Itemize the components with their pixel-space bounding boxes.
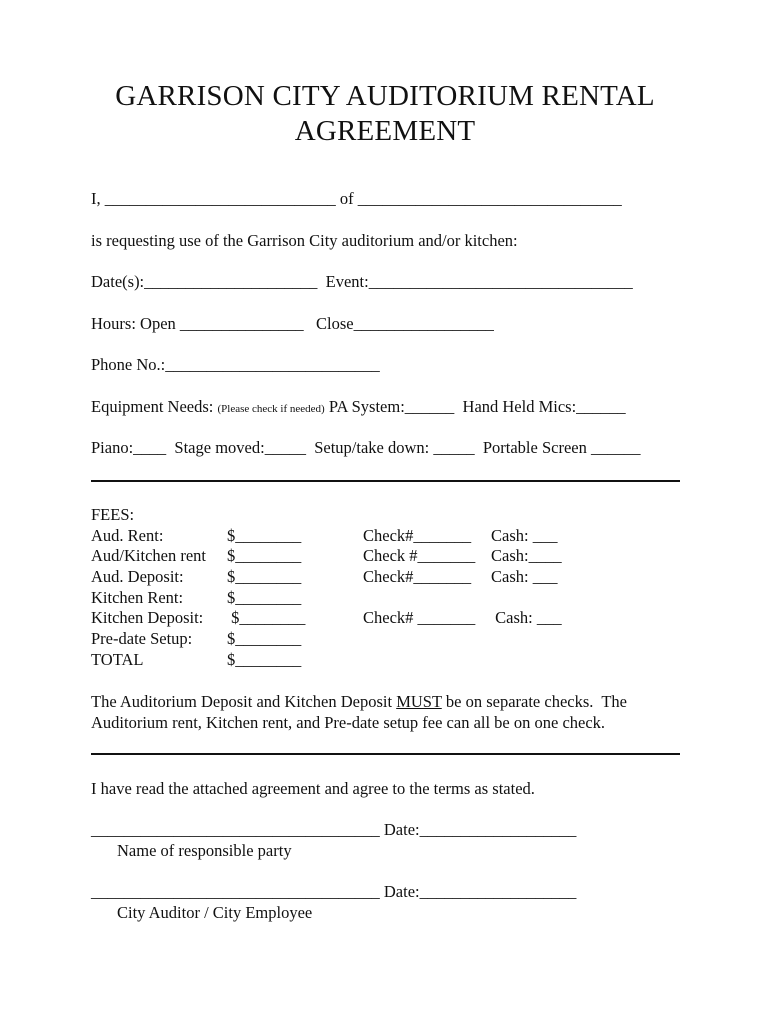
fee-cash[interactable]: Cash: ___	[491, 526, 558, 545]
fee-row[interactable]	[91, 567, 651, 587]
fee-cash[interactable]: Cash: ___	[491, 567, 558, 586]
divider	[91, 753, 680, 755]
phone-line[interactable]: Phone No.:__________________________	[91, 355, 380, 374]
renter-name-line[interactable]: I, ____________________________ of ________________________________	[91, 189, 622, 208]
deposit-notice-line-1	[91, 692, 627, 712]
notice-text: The Auditorium Deposit and Kitchen Deposit	[91, 692, 397, 711]
page-title-line-1: GARRISON CITY AUDITORIUM RENTAL	[115, 80, 655, 112]
fee-check[interactable]: Check#_______	[363, 567, 472, 586]
city-employee-signature-line[interactable]: ___________________________________ Date:___________________	[91, 882, 577, 901]
fee-row[interactable]	[91, 608, 651, 628]
notice-text: be on separate checks. The	[441, 692, 627, 711]
fee-label: Pre-date Setup:	[91, 629, 193, 648]
deposit-notice-line-2: Auditorium rent, Kitchen rent, and Pre-date setup fee can all be on one check.	[91, 713, 606, 732]
hours-line[interactable]: Hours: Open _______________ Close_________________	[91, 314, 494, 333]
responsible-party-signature-line[interactable]: ___________________________________ Date:___________________	[91, 820, 577, 839]
fee-amount[interactable]: $________	[227, 567, 302, 586]
fee-label: Kitchen Rent:	[91, 588, 184, 607]
fee-row[interactable]	[91, 588, 651, 608]
fee-check[interactable]: Check #_______	[363, 546, 476, 565]
equipment-label: Equipment Needs:	[91, 397, 218, 416]
fee-check[interactable]: Check# _______	[363, 608, 476, 627]
fee-label: Aud. Deposit:	[91, 567, 184, 586]
fee-amount[interactable]: $________	[227, 546, 302, 565]
fee-row[interactable]	[91, 546, 651, 566]
fee-label: Aud. Rent:	[91, 526, 164, 545]
equipment-needs-line[interactable]	[91, 397, 626, 419]
fee-row[interactable]	[91, 650, 651, 670]
fee-amount[interactable]: $________	[227, 629, 302, 648]
page-title-line-2: AGREEMENT	[294, 115, 476, 147]
fee-check[interactable]: Check#_______	[363, 526, 472, 545]
fee-cash[interactable]: Cash: ___	[491, 608, 562, 627]
equipment-note: (Please check if needed)	[217, 403, 325, 415]
must-emphasis: MUST	[396, 692, 442, 711]
responsible-party-caption: Name of responsible party	[117, 841, 292, 860]
fees-heading: FEES:	[91, 505, 135, 524]
fee-label: TOTAL	[91, 650, 144, 669]
fee-row[interactable]	[91, 526, 651, 546]
fee-row[interactable]	[91, 629, 651, 649]
fee-cash[interactable]: Cash:____	[491, 546, 562, 565]
fee-amount[interactable]: $________	[227, 650, 302, 669]
fee-label: Kitchen Deposit:	[91, 608, 204, 627]
fee-label: Aud/Kitchen rent	[91, 546, 207, 565]
piano-stage-line[interactable]: Piano:____ Stage moved:_____ Setup/take down: _____ Portable Screen ______	[91, 438, 641, 457]
fee-amount[interactable]: $________	[227, 588, 302, 607]
request-statement: is requesting use of the Garrison City auditorium and/or kitchen:	[91, 231, 518, 250]
dates-event-line[interactable]: Date(s):_____________________ Event:________________________________	[91, 272, 633, 291]
fee-amount[interactable]: $________	[227, 526, 302, 545]
equipment-options[interactable]: PA System:______ Hand Held Mics:______	[324, 397, 626, 416]
fee-amount[interactable]: $________	[227, 608, 306, 627]
agreement-statement: I have read the attached agreement and agree to the terms as stated.	[91, 779, 535, 798]
divider	[91, 480, 680, 482]
city-employee-caption: City Auditor / City Employee	[117, 903, 313, 922]
